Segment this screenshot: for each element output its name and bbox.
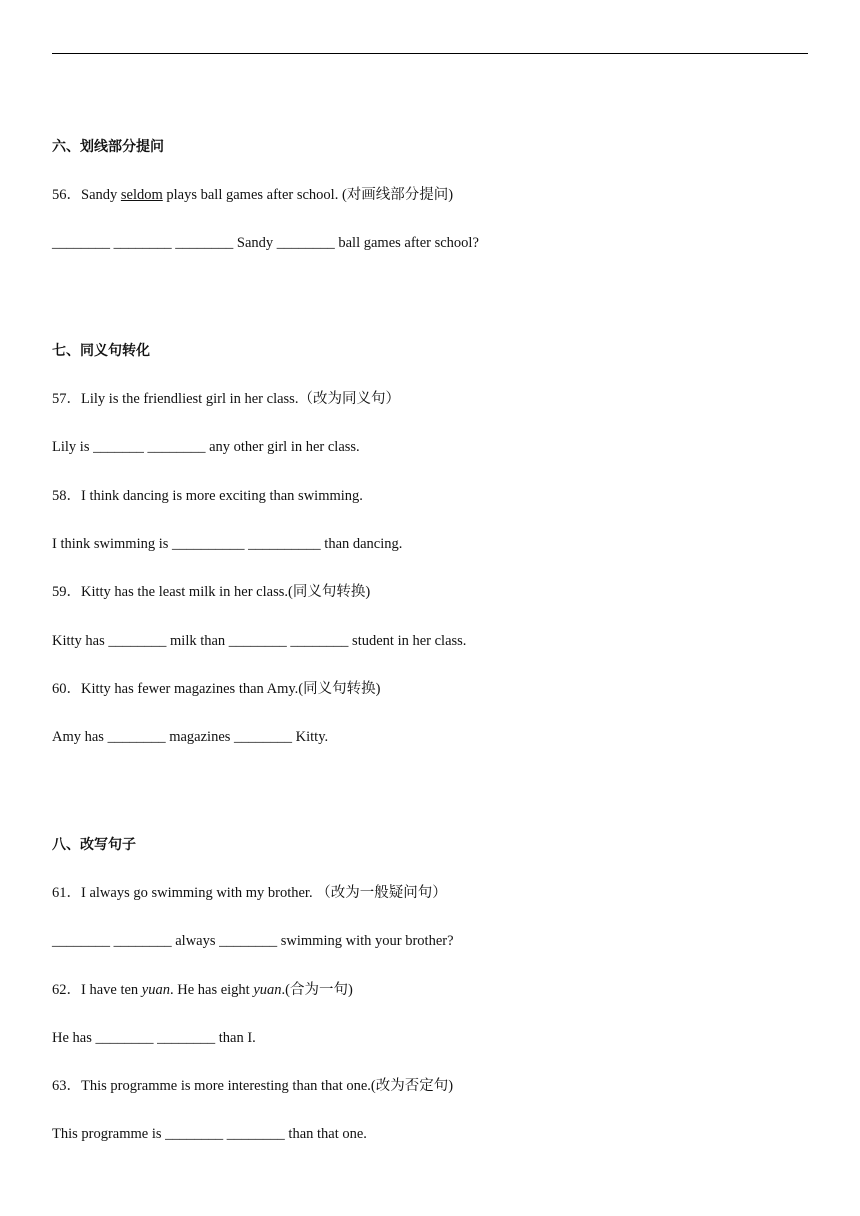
question-57: 57．Lily is the friendliest girl in her class.（改为同义句）	[52, 391, 400, 407]
question-58: 58．I think dancing is more exciting than swimming.	[52, 488, 363, 504]
answer-62: He has ________ ________ than I.	[52, 1030, 256, 1046]
underlined-word: seldom	[120, 187, 163, 203]
italic-word: yuan	[141, 982, 170, 998]
answer-61: ________ ________ always ________ swimming with your brother?	[52, 933, 454, 949]
section-heading-7: 七、同义句转化	[52, 343, 150, 359]
question-63: 63．This programme is more interesting than that one.(改为否定句)	[52, 1078, 454, 1094]
question-text: plays ball games after school. (对画线部分提问)	[162, 187, 454, 203]
question-59: 59．Kitty has the least milk in her class.(同义句转换)	[52, 584, 371, 600]
question-61: 61．I always go swimming with my brother. （改为一般疑问句）	[52, 885, 447, 901]
top-rule	[52, 53, 808, 54]
answer-57: Lily is _______ ________ any other girl in her class.	[52, 439, 360, 455]
question-number: 56．	[52, 187, 81, 203]
section-heading-6: 六、划线部分提问	[52, 139, 164, 155]
question-56	[52, 185, 820, 205]
italic-word: yuan	[253, 982, 282, 998]
section-heading-8: 八、改写句子	[52, 837, 136, 853]
answer-56: ________ ________ ________ Sandy ________ ball games after school?	[52, 235, 479, 251]
answer-58: I think swimming is __________ __________ than dancing.	[52, 536, 403, 552]
question-62	[52, 980, 820, 1000]
question-text: . He has eight	[169, 982, 254, 998]
answer-60: Amy has ________ magazines ________ Kitty.	[52, 729, 329, 745]
question-text: .(合为一句)	[281, 982, 353, 998]
question-text: Sandy	[81, 187, 121, 203]
answer-59: Kitty has ________ milk than ________ ________ student in her class.	[52, 633, 467, 649]
question-text: 62．I have ten	[52, 982, 142, 998]
question-60: 60．Kitty has fewer magazines than Amy.(同义句转换)	[52, 681, 381, 697]
answer-63: This programme is ________ ________ than that one.	[52, 1126, 367, 1142]
